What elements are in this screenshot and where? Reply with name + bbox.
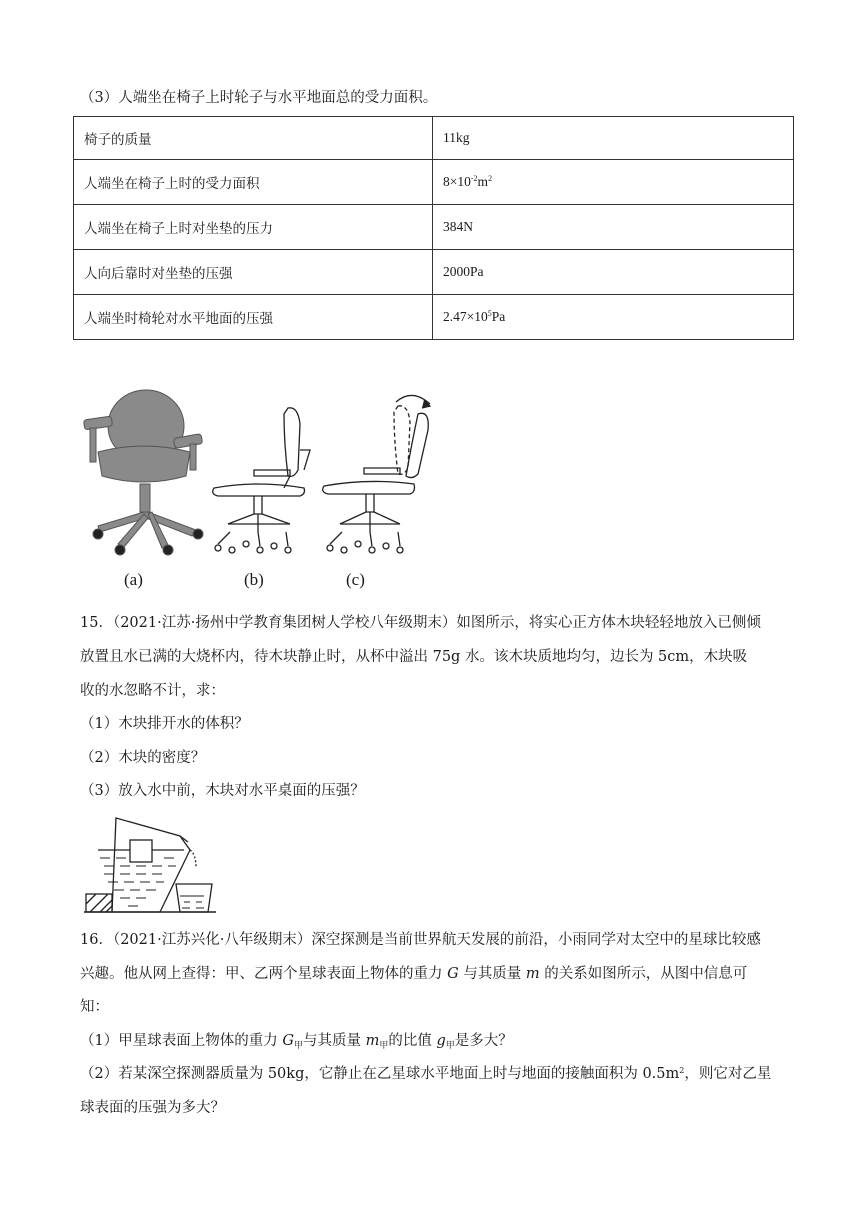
table-cell-value: $2.47\times 10^5Pa$ [433, 295, 794, 340]
table-cell-label: 人向后靠时对坐垫的压强 [74, 250, 433, 295]
chair-reclined-drawing [323, 395, 430, 553]
caption-a: (a) [124, 570, 143, 589]
chair-data-table [73, 116, 794, 340]
table-cell-value: 11kg [433, 117, 794, 160]
q16-line1: 16．（2021·江苏兴化·八年级期末）深空探测是当前世界航天发展的前沿，小雨同学对太空中的星球比较感 [80, 932, 761, 948]
tilted-beaker-drawing [84, 814, 216, 916]
chair-upright-drawing [213, 408, 310, 553]
table-cell-label: 人端坐在椅子上时的受力面积 [74, 160, 433, 205]
table-cell-value: $8\times 10^{-2}m^2$ [433, 160, 794, 205]
beaker-figure [84, 814, 216, 916]
table-cell-label: 人端坐时椅轮对水平地面的压强 [74, 295, 433, 340]
caption-c: (c) [346, 570, 365, 589]
q15-line2: 放置且水已满的大烧杯内，待木块静止时，从杯中溢出 75g 水。该木块质地均匀，边长为 5cm，木块吸 [80, 649, 748, 665]
table-cell-label: 人端坐在椅子上时对坐垫的压力 [74, 205, 433, 250]
q14-part3-text: （3）人端坐在椅子上时轮子与水平地面总的受力面积。 [80, 90, 438, 106]
q15-sub3: （3）放入水中前，木块对水平桌面的压强？ [80, 783, 365, 799]
office-chair-photo [83, 390, 203, 555]
table-cell-value: 2000Pa [433, 250, 794, 295]
table-row [74, 160, 794, 205]
table-row [74, 295, 794, 340]
chair-illustrations [78, 384, 438, 590]
caption-b: (b) [244, 570, 264, 589]
table-cell-label: 椅子的质量 [74, 117, 433, 160]
table-row [74, 117, 794, 160]
q16-line3: 知： [80, 999, 109, 1015]
chair-figure [78, 384, 438, 590]
table-cell-value: 384N [433, 205, 794, 250]
q16-line2: 兴趣。他从网上查得：甲、乙两个星球表面上物体的重力 G 与其质量 m 的关系如图所示，从图中信息可 [80, 966, 748, 982]
q15-sub2: （2）木块的密度？ [80, 750, 206, 766]
q15-line1: 15．（2021·江苏·扬州中学教育集团树人学校八年级期末）如图所示，将实心正方体木块轻轻地放入已侧倾 [80, 615, 761, 631]
table-row [74, 205, 794, 250]
q16-sub2: （2）若某深空探测器质量为 50kg，它静止在乙星球水平地面上时与地面的接触面积为 $0.5m^2$，则它对乙星 [80, 1066, 772, 1082]
q16-sub1: （1）甲星球表面上物体的重力 $G_甲$与其质量 $m_甲$的比值 $g_甲$是多大？ [80, 1033, 513, 1051]
q16-sub2-cont: 球表面的压强为多大？ [80, 1100, 225, 1116]
q15-line3: 收的水忽略不计，求： [80, 683, 225, 699]
table-row [74, 250, 794, 295]
q15-sub1: （1）木块排开水的体积？ [80, 716, 249, 732]
